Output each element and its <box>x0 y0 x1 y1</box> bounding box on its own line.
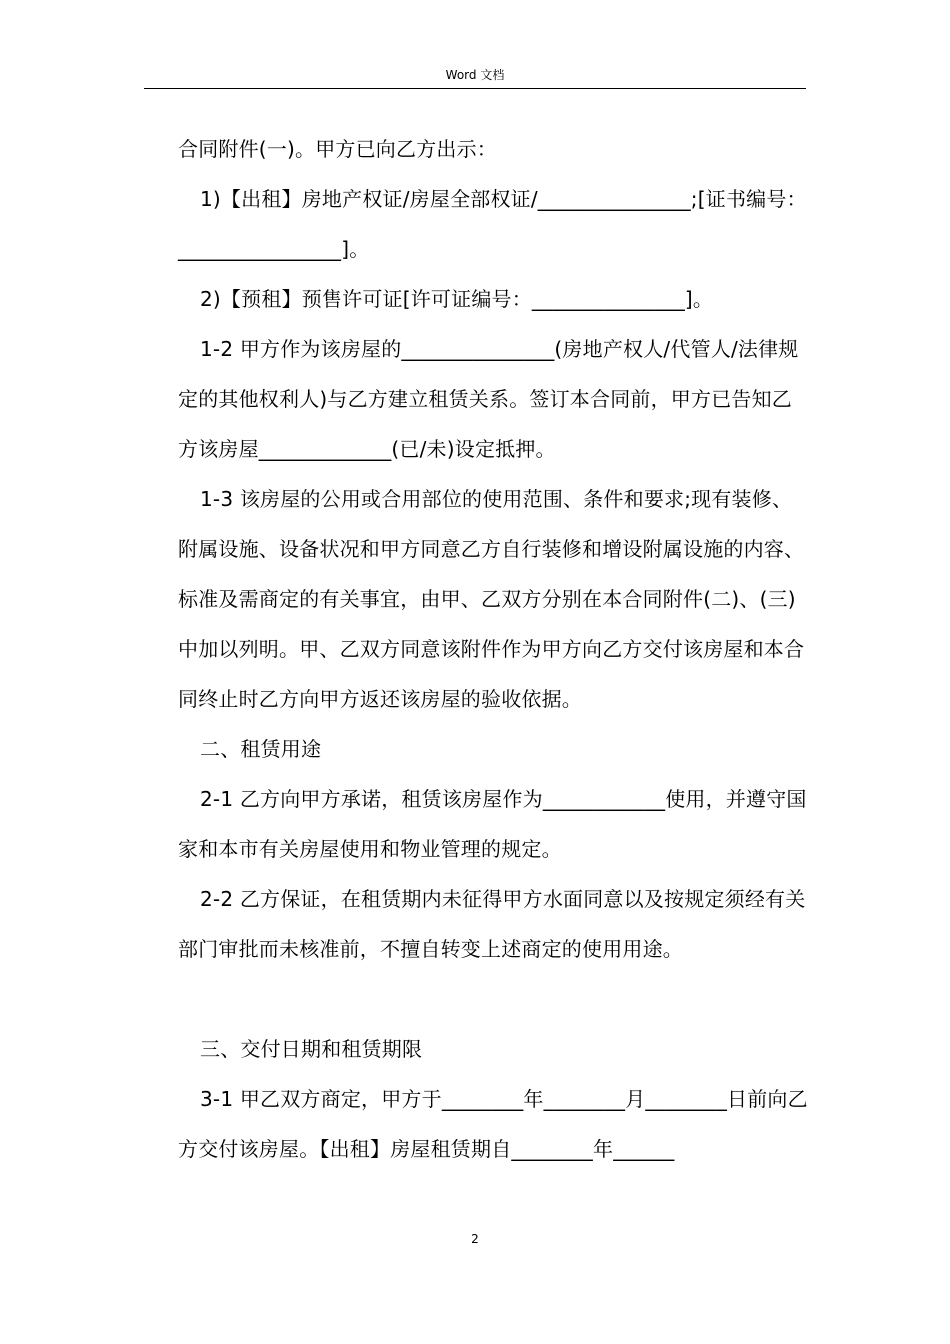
paragraph-clause-2-2: 2-2 乙方保证，在租赁期内未征得甲方水面同意以及按规定须经有关部门审批而未核准前，不擅自转变上述商定的使用用途。 <box>178 887 806 961</box>
section-heading-rental-purpose: 二、租赁用途 <box>200 737 322 761</box>
page-number-text: 2 <box>471 1232 479 1246</box>
paragraph-clause-1-2: 1-2 甲方作为该房屋的_______________(房地产权人/代管人/法律规定的其他权利人)与乙方建立租赁关系。签订本合同前，甲方已告知乙方该房屋_____________(已/未)设定抵押。 <box>178 337 799 461</box>
paragraph-attachment-intro: 合同附件(一)。甲方已向乙方出示： <box>178 137 498 161</box>
page-number <box>0 1232 950 1246</box>
blank-line <box>178 974 808 1024</box>
paragraph-clause-1-1-rent: 1)【出租】房地产权证/房屋全部权证/_______________;[证书编号：________________]。 <box>178 187 807 261</box>
section-heading-delivery-term: 三、交付日期和租赁期限 <box>200 1037 423 1061</box>
paragraph-clause-1-3: 1-3 该房屋的公用或合用部位的使用范围、条件和要求;现有装修、附属设施、设备状况和甲方同意乙方自行装修和增设附属设施的内容、标准及需商定的有关事宜，由甲、乙双方分别在本合同附件(二)、(三)中加以列明。甲、乙双方同意该附件作为甲方向乙方交付该房屋和本合同终止时乙方向甲方返还该房屋的验收依据。 <box>178 487 805 711</box>
paragraph-clause-3-1: 3-1 甲乙双方商定，甲方于________年________月________日前向乙方交付该房屋。【出租】房屋租赁期自________年______ <box>178 1087 808 1161</box>
header-title: Word 文档 <box>445 68 505 82</box>
paragraph-clause-2-1: 2-1 乙方向甲方承诺，租赁该房屋作为____________使用，并遵守国家和本市有关房屋使用和物业管理的规定。 <box>178 787 807 861</box>
paragraph-clause-1-1-prerent: 2)【预租】预售许可证[许可证编号：_______________]。 <box>200 287 714 311</box>
page-header <box>144 66 806 89</box>
document-body <box>178 124 808 1174</box>
